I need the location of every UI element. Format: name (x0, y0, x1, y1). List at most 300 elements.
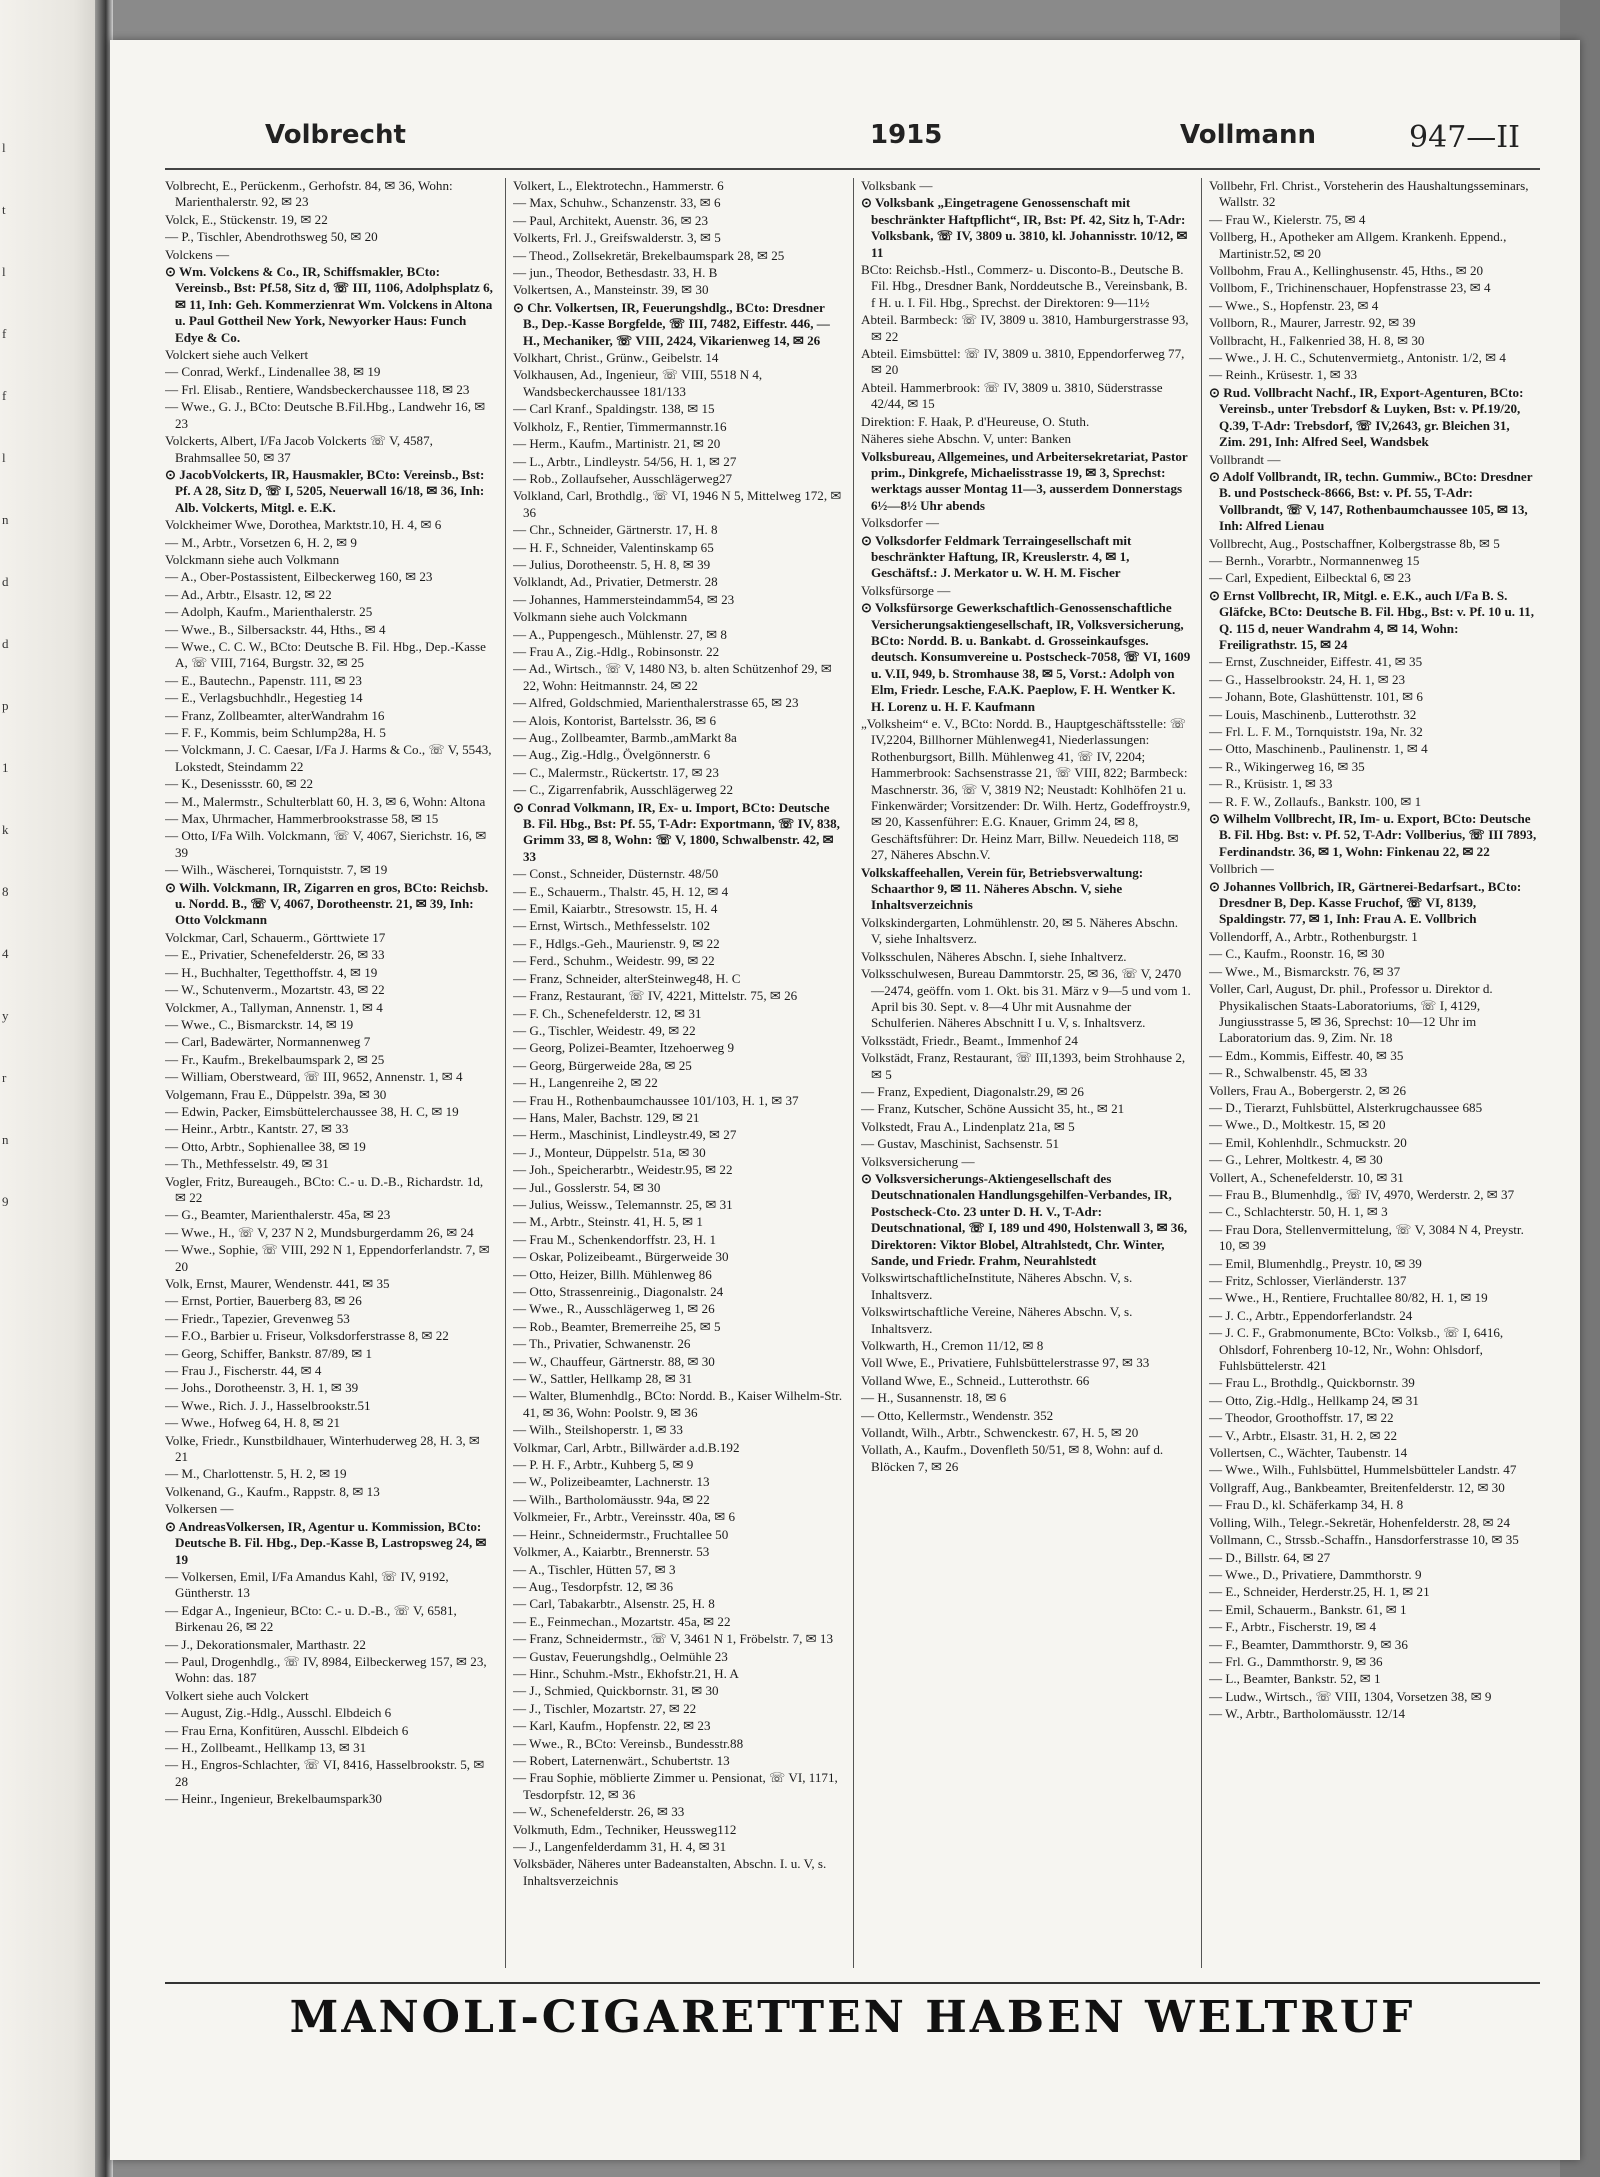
margin-fragment: d (2, 574, 9, 589)
directory-entry: Voller, Carl, August, Dr. phil., Professor u. Direktor d. Physikalischen Staats-Laboratoriums, ☏ I, 4129, Jungiusstrasse 5, ✉ 36, Sprechst: 10—12 Uhr im Laboratorium das. 9, Zim. Nr. 18 (1209, 981, 1493, 1046)
directory-entry: — Georg, Schiffer, Bankstr. 87/89, ✉ 1 (165, 1345, 373, 1361)
directory-entry: — Wilh., Bartholomäusstr. 94a, ✉ 22 (513, 1491, 710, 1507)
directory-entry: — G., Hasselbrookstr. 24, H. 1, ✉ 23 (1209, 671, 1406, 687)
directory-entry: — Wwe., G. J., BCto: Deutsche B.Fil.Hbg., Landwehr 16, ✉ 23 (165, 399, 486, 431)
directory-entry: — Aug., Zollbeamter, Barmb.,amMarkt 8a (513, 730, 737, 745)
directory-entry: — August, Zig.-Hdlg., Ausschl. Elbdeich 6 (165, 1705, 392, 1721)
directory-entry: — Otto, Strassenreinig., Diagonalstr. 24 (513, 1284, 724, 1299)
directory-entry: — Rob., Beamter, Bremerreihe 25, ✉ 5 (513, 1318, 721, 1334)
directory-entry: Vollbrich — (1209, 861, 1274, 877)
directory-entry: — C., Zigarrenfabrik, Ausschlägerweg 22 (513, 782, 733, 798)
header-year: 1915 (870, 120, 943, 150)
directory-entry: ⊙ AndreasVolkersen, IR, Agentur u. Kommission, BCto: Deutsche B. Fil. Hbg., Dep.-Kasse B, Lastropsweg 24, ✉ 19 (165, 1518, 487, 1567)
directory-entry: — K., Desenissstr. 60, ✉ 22 (165, 776, 314, 792)
directory-entry: — Joh., Speicherarbtr., Weidestr.95, ✉ 22 (513, 1162, 733, 1178)
column-2 (513, 178, 843, 1968)
directory-entry: — Otto, Zig.-Hdlg., Hellkamp 24, ✉ 31 (1209, 1392, 1419, 1408)
facing-page-fragments (2, 140, 22, 1640)
directory-entry: — Th., Methfesselstr. 49, ✉ 31 (165, 1156, 329, 1172)
directory-entry: „Volksheim“ e. V., BCto: Nordd. B., Hauptgeschäftsstelle: ☏ IV,2204, Billhorner Mühlenweg41, Niederlassungen: Rothenburgsort, Billh. Mühlenweg 41, ☏ IV, 2204; Hammerbrook: Sachsenstrasse 21, ☏ VIII, 822; Barmbeck: Maschnerstr. 36, ☏ V, 3819 N2; Neustadt: Kohlhöfen 21 u. Finkenwärder; Vorsitzender: Dr. Wilh. Hertz, Godeffroystr.9, ✉ 20, Kassenführer: E.G. Knauer, Grimm 24, ✉ 8, Geschäftsführer: Dr. Heinz Marr, Billw. Neuedeich 118, ✉ 27, Näheres Abschn.V. (861, 716, 1191, 863)
directory-entry: Volksbank — (861, 178, 933, 193)
header-last-name: Vollmann (1180, 120, 1317, 150)
directory-entry: — C., Schlachterstr. 50, H. 1, ✉ 3 (1209, 1204, 1388, 1220)
directory-entry: Volkmeier, Fr., Arbtr., Vereinsstr. 40a, ✉ 6 (513, 1509, 735, 1525)
directory-entry: Voll Wwe, E., Privatiere, Fuhlsbüttelerstrasse 97, ✉ 33 (861, 1355, 1150, 1371)
column-1 (165, 178, 495, 1968)
directory-entry: Volckmann siehe auch Volkmann (165, 551, 340, 567)
directory-entry: Volksdorfer — (861, 515, 939, 531)
directory-entry: — Walter, Blumenhdlg., BCto: Nordd. B., Kaiser Wilhelm-Str. 41, ✉ 36, Wohn: Poolstr. 9, ✉ 36 (513, 1388, 843, 1420)
directory-entry: — Edm., Kommis, Eiffestr. 40, ✉ 35 (1209, 1047, 1404, 1063)
directory-entry: — Franz, Restaurant, ☏ IV, 4221, Mittelstr. 75, ✉ 26 (513, 988, 798, 1004)
directory-entry: — Fr., Kaufm., Brekelbaumspark 2, ✉ 25 (165, 1051, 385, 1067)
directory-entry: — Heinr., Arbtr., Kantstr. 27, ✉ 33 (165, 1121, 349, 1137)
directory-entry: — R., Krüsistr. 1, ✉ 33 (1209, 776, 1333, 792)
margin-fragment: f (2, 326, 7, 341)
directory-entry: — H., Buchhalter, Tegetthoffstr. 4, ✉ 19 (165, 964, 378, 980)
directory-entry: — J., Langenfelderdamm 31, H. 4, ✉ 31 (513, 1839, 727, 1854)
directory-entry: — Wwe., C., Bismarckstr. 14, ✉ 19 (165, 1016, 354, 1032)
directory-entry: Volksschulen, Näheres Abschn. I, siehe Inhaltverz. (861, 948, 1127, 964)
directory-entry: — P., Tischler, Abendrothsweg 50, ✉ 20 (165, 229, 378, 245)
directory-entry: Volklandt, Ad., Privatier, Detmerstr. 28 (513, 574, 718, 590)
directory-entry: — Wwe., R., Ausschlägerweg 1, ✉ 26 (513, 1301, 715, 1317)
directory-entry: Volke, Friedr., Kunstbildhauer, Winterhuderweg 28, H. 3, ✉ 21 (165, 1432, 480, 1465)
directory-entry: Vollgraff, Aug., Bankbeamter, Breitenfelderstr. 12, ✉ 30 (1209, 1479, 1505, 1495)
directory-entry: Volk, Ernst, Maurer, Wendenstr. 441, ✉ 35 (165, 1276, 390, 1291)
directory-entry: — J., Dekorationsmaler, Marthastr. 22 (165, 1636, 366, 1652)
directory-entry: — Emil, Kohlenhdlr., Schmuckstr. 20 (1209, 1134, 1407, 1150)
directory-entry: Volkskaffeehallen, Verein für, Betriebsverwaltung: Schaarthor 9, ✉ 11. Näheres Abschn. V, siehe Inhaltsverzeichnis (861, 864, 1144, 913)
margin-fragment: 8 (2, 884, 9, 899)
directory-entry: Volkstedt, Frau A., Lindenplatz 21a, ✉ 5 (861, 1118, 1075, 1134)
directory-entry: — J., Schmied, Quickbornstr. 31, ✉ 30 (513, 1683, 719, 1699)
directory-entry: Vollertsen, C., Wächter, Taubenstr. 14 (1209, 1445, 1408, 1461)
directory-entry: — Georg, Polizei-Beamter, Itzehoerweg 9 (513, 1040, 735, 1056)
directory-entry: Volksbäder, Näheres unter Badeanstalten, Abschn. I. u. V, s. Inhaltsverzeichnis (513, 1856, 827, 1888)
directory-entry: ⊙ Adolf Vollbrandt, IR, techn. Gummiw., BCto: Dresdner B. und Postscheck-8666, Bst: v. Pf. 55, T-Adr: Vollbrandt, ☏ V, 147, Rothenbaumchaussee 105, ✉ 13, Inh: Alfred Lienau (1209, 468, 1533, 534)
directory-entry: Näheres siehe Abschn. V, unter: Banken (861, 431, 1072, 447)
directory-entry: — G., Lehrer, Moltkestr. 4, ✉ 30 (1209, 1152, 1383, 1168)
directory-entry: — Alfred, Goldschmied, Marienthalerstrasse 65, ✉ 23 (513, 695, 799, 711)
margin-fragment: d (2, 636, 9, 651)
directory-entry: — L., Beamter, Bankstr. 52, ✉ 1 (1209, 1671, 1381, 1687)
directory-entry: Vollbehr, Frl. Christ., Vorsteherin des Haushaltungsseminars, Wallstr. 32 (1209, 178, 1529, 210)
directory-entry: Vogler, Fritz, Bureaugeh., BCto: C.- u. D.-B., Richardstr. 1d, ✉ 22 (165, 1173, 484, 1205)
directory-entry: Volgemann, Frau E., Düppelstr. 39a, ✉ 30 (165, 1086, 387, 1102)
directory-entry: — Volckmann, J. C. Caesar, I/Fa J. Harms & Co., ☏ V, 5543, Lokstedt, Steindamm 22 (165, 742, 492, 774)
directory-entry: — D., Billstr. 64, ✉ 27 (1209, 1549, 1331, 1565)
directory-entry: — M., Charlottenstr. 5, H. 2, ✉ 19 (165, 1466, 347, 1482)
directory-entry: — Emil, Kaiarbtr., Stresowstr. 15, H. 4 (513, 901, 718, 917)
directory-entry: — J., Tischler, Mozartstr. 27, ✉ 22 (513, 1700, 697, 1716)
directory-entry: — W., Schenefelderstr. 26, ✉ 33 (513, 1804, 685, 1820)
directory-entry: — Emil, Blumenhdlg., Preystr. 10, ✉ 39 (1209, 1255, 1422, 1271)
directory-entry: — Frl. G., Dammthorstr. 9, ✉ 36 (1209, 1653, 1383, 1669)
directory-entry: — Wwe., H., ☏ V, 237 N 2, Mundsburgerdamm 26, ✉ 24 (165, 1224, 474, 1240)
directory-entry: — Paul, Drogenhdlg., ☏ IV, 8984, Eilbeckerweg 157, ✉ 23, Wohn: das. 187 (165, 1653, 487, 1686)
column-4 (1209, 178, 1539, 1968)
directory-entry: Volksfürsorge — (861, 582, 951, 598)
facing-page-margin (0, 0, 105, 2177)
directory-entry: — Frau B., Blumenhdlg., ☏ IV, 4970, Werderstr. 2, ✉ 37 (1209, 1186, 1515, 1202)
directory-entry: — Ad., Arbtr., Elsastr. 12, ✉ 22 (165, 586, 332, 602)
directory-entry: — H. F., Schneider, Valentinskamp 65 (513, 539, 714, 555)
directory-entry: ⊙ Rud. Vollbracht Nachf., IR, Export-Agenturen, BCto: Vereinsb., unter Trebsdorf & Luyken, Bst: v. Pf.19/20, Q.39, T-Adr: Trebsdorf, ☏ IV,2643, gr. Bleichen 31, Zim. 291, Inh: Alfred Seel, Wandsbek (1209, 384, 1524, 450)
directory-entry: — F. Ch., Schenefelderstr. 12, ✉ 31 (513, 1005, 702, 1021)
directory-entry: ⊙ Ernst Vollbrecht, IR, Mitgl. e. E.K., auch I/Fa B. S. Gläfcke, BCto: Deutsche B. Fil. Hbg., Bst: v. Pf. 10 u. 11, Q. 115 d, neuer Wandrahm 4, ✉ 14, Wohn: Freiligrathstr. 15, ✉ 24 (1209, 587, 1534, 652)
directory-entry: — Edwin, Packer, Eimsbüttelerchaussee 38, H. C, ✉ 19 (165, 1103, 459, 1119)
directory-entry: Volckheimer Wwe, Dorothea, Marktstr.10, H. 4, ✉ 6 (165, 517, 442, 533)
directory-entry: — Wwe., C. C. W., BCto: Deutsche B. Fil. Hbg., Dep.-Kasse A, ☏ VIII, 7164, Burgstr. 32, ✉ 25 (165, 638, 486, 671)
directory-entry: — Edgar A., Ingenieur, BCto: C.- u. D.-B., ☏ V, 6581, Birkenau 26, ✉ 22 (165, 1602, 457, 1635)
directory-entry: — Frau Dora, Stellenvermittelung, ☏ V, 3084 N 4, Preystr. 10, ✉ 39 (1209, 1221, 1524, 1254)
directory-entry: Volkwarth, H., Cremon 11/12, ✉ 8 (861, 1338, 1044, 1354)
directory-entry: — Frau L., Brothdlg., Quickbornstr. 39 (1209, 1375, 1415, 1391)
directory-entry: — W., Schutenverm., Mozartstr. 43, ✉ 22 (165, 982, 385, 998)
directory-entry: — Chr., Schneider, Gärtnerstr. 17, H. 8 (513, 522, 718, 538)
directory-entry: ⊙ JacobVolckerts, IR, Hausmakler, BCto: Vereinsb., Bst: Pf. A 28, Sitz D, ☏ I, 5205, Neuerwall 16/18, ✉ 36, Inh: Alb. Volckerts, Mitgl. e. E.K. (165, 466, 485, 515)
directory-entry: — Aug., Tesdorpfstr. 12, ✉ 36 (513, 1578, 674, 1594)
margin-fragment: 9 (2, 1194, 9, 1209)
directory-entry: — Franz, Expedient, Diagonalstr.29, ✉ 26 (861, 1083, 1084, 1099)
directory-entry: — Wwe., Hofweg 64, H. 8, ✉ 21 (165, 1415, 341, 1431)
directory-entry: — A., Ober-Postassistent, Eilbeckerweg 160, ✉ 23 (165, 569, 433, 585)
directory-entry: — E., Privatier, Schenefelderstr. 26, ✉ 33 (165, 947, 385, 963)
directory-entry: Vollbrandt — (1209, 451, 1281, 467)
directory-entry: Volckerts, Albert, I/Fa Jacob Volckerts ☏ V, 4587, Brahmsallee 50, ✉ 37 (165, 433, 433, 465)
column-3 (861, 178, 1191, 1968)
directory-entry: — Volkersen, Emil, I/Fa Amandus Kahl, ☏ IV, 9192, Güntherstr. 13 (165, 1568, 449, 1601)
directory-entry: — J. C. F., Grabmonumente, BCto: Volksb., ☏ I, 6416, Ohlsdorf, Fohrenberg 10-12, Nr., Wohn: Ohlsdorf, Fuhlsbüttelerstr. 421 (1209, 1325, 1504, 1374)
directory-entry: Volksversicherung — (861, 1153, 975, 1169)
header-first-name: Volbrecht (265, 120, 406, 150)
directory-entry: Vollmann, C., Strssb.-Schaffn., Hansdorferstrasse 10, ✉ 35 (1209, 1532, 1519, 1548)
directory-entry: — Carl, Tabakarbtr., Alsenstr. 25, H. 8 (513, 1596, 715, 1612)
directory-entry: — Fritz, Schlosser, Vierländerstr. 137 (1209, 1273, 1407, 1288)
directory-entry: Volkertsen, A., Mansteinstr. 39, ✉ 30 (513, 282, 709, 298)
directory-entry: — E., Bautechn., Papenstr. 111, ✉ 23 (165, 672, 362, 688)
directory-entry: Volkholz, F., Rentier, Timmermannstr.16 (513, 418, 727, 434)
directory-entry: Abteil. Eimsbüttel: ☏ IV, 3809 u. 3810, Eppendorferweg 77, ✉ 20 (861, 346, 1185, 378)
directory-entry: — Reinh., Krüsestr. 1, ✉ 33 (1209, 367, 1358, 383)
directory-entry: — Frau D., kl. Schäferkamp 34, H. 8 (1209, 1497, 1404, 1513)
directory-entry: Volkmuth, Edm., Techniker, Heussweg112 (513, 1821, 737, 1837)
margin-fragment: r (2, 1070, 7, 1085)
directory-entry: — Robert, Laternenwärt., Schubertstr. 13 (513, 1752, 730, 1768)
directory-entry: — Hinr., Schuhm.-Mstr., Ekhofstr.21, H. A (513, 1665, 739, 1681)
directory-entry: — F., Arbtr., Fischerstr. 19, ✉ 4 (1209, 1619, 1377, 1635)
directory-entry: — Ernst, Portier, Bauerberg 83, ✉ 26 (165, 1293, 362, 1309)
directory-entry: — Hans, Maler, Bachstr. 129, ✉ 21 (513, 1109, 700, 1125)
directory-entry: — Theod., Zollsekretär, Brekelbaumspark 28, ✉ 25 (513, 247, 785, 263)
directory-entry: — D., Tierarzt, Fuhlsbüttel, Alsterkrugchaussee 685 (1209, 1099, 1483, 1115)
directory-entry: — Otto, Maschinenb., Paulinenstr. 1, ✉ 4 (1209, 741, 1428, 757)
directory-entry: — H., Engros-Schlachter, ☏ VI, 8416, Hasselbrookstr. 5, ✉ 28 (165, 1757, 485, 1789)
directory-entry: Vollert, A., Schenefelderstr. 10, ✉ 31 (1209, 1169, 1404, 1185)
directory-entry: — C., Kaufm., Roonstr. 16, ✉ 30 (1209, 946, 1385, 962)
directory-entry: ⊙ Wm. Volckens & Co., IR, Schiffsmakler, BCto: Vereinsb., Bst: Pf.58, Sitz d, ☏ III, 1106, Adolphsplatz 6, ✉ 11, Inh: Geh. Kommerzienrat Wm. Volckens in Altona u. Paul Gottheil New York, Newyorker Haus: Funch Edye & Co. (165, 264, 493, 345)
column-divider (505, 178, 506, 1968)
directory-entry: — P. H. F., Arbtr., Kuhberg 5, ✉ 9 (513, 1457, 694, 1473)
directory-page (110, 40, 1580, 2160)
directory-entry: — Th., Privatier, Schwanenstr. 26 (513, 1336, 691, 1352)
header-rule (165, 168, 1540, 170)
directory-entry: — Wilh., Wäscherei, Tornquiststr. 7, ✉ 19 (165, 862, 388, 878)
directory-entry: — Otto, Heizer, Billh. Mühlenweg 86 (513, 1266, 712, 1282)
running-header (170, 120, 1540, 160)
directory-entry: — Gustav, Feuerungshdlg., Oelmühle 23 (513, 1648, 728, 1664)
directory-entry: — Wilh., Steilshoperstr. 1, ✉ 33 (513, 1422, 683, 1438)
directory-entry: Volckmar, Carl, Schauerm., Görttwiete 17 (165, 929, 386, 945)
directory-entry: — W., Polizeibeamter, Lachnerstr. 13 (513, 1474, 710, 1490)
directory-entry: — William, Oberstweard, ☏ III, 9652, Annenstr. 1, ✉ 4 (165, 1069, 463, 1085)
directory-entry: Volkerts, Frl. J., Greifswalderstr. 3, ✉ 5 (513, 230, 721, 246)
directory-entry: — E., Feinmechan., Mozartstr. 45a, ✉ 22 (513, 1613, 731, 1629)
directory-entry: — Julius, Weissw., Telemannstr. 25, ✉ 31 (513, 1196, 733, 1212)
directory-entry: Abteil. Hammerbrook: ☏ IV, 3809 u. 3810, Süderstrasse 42/44, ✉ 15 (861, 379, 1163, 412)
directory-entry: — Const., Schneider, Düsternstr. 48/50 (513, 866, 719, 882)
directory-entry: — Aug., Zig.-Hdlg., Övelgönnerstr. 6 (513, 747, 711, 763)
margin-fragment: p (2, 698, 9, 713)
directory-entry: — M., Arbtr., Vorsetzen 6, H. 2, ✉ 9 (165, 534, 357, 550)
directory-entry: — Carl, Badewärter, Normannenweg 7 (165, 1034, 371, 1050)
margin-fragment: n (2, 512, 9, 527)
directory-entry: — Ad., Wirtsch., ☏ V, 1480 N3, b. alten Schützenhof 29, ✉ 22, Wohn: Heitmannstr. 24, ✉ 22 (513, 661, 832, 693)
directory-entry: Volckert siehe auch Velkert (165, 347, 309, 363)
directory-entry: — Heinr., Schneidermstr., Fruchtallee 50 (513, 1526, 729, 1542)
directory-entry: — M., Malermstr., Schulterblatt 60, H. 3, ✉ 6, Wohn: Altona (165, 793, 486, 809)
directory-entry: Volkersen — (165, 1501, 234, 1517)
directory-entry: — F., Hdlgs.-Geh., Maurienstr. 9, ✉ 22 (513, 935, 720, 951)
directory-entry: — E., Verlagsbuchhdlr., Hegestieg 14 (165, 690, 363, 706)
directory-entry: — Frau M., Schenkendorffstr. 23, H. 1 (513, 1231, 717, 1247)
directory-entry: Volkskindergarten, Lohmühlenstr. 20, ✉ 5. Näheres Abschn. V, siehe Inhaltsverz. (861, 914, 1179, 947)
directory-entry: — Frl. Elisab., Rentiere, Wandsbeckerchaussee 118, ✉ 23 (165, 381, 470, 397)
directory-entry: — Karl, Kaufm., Hopfenstr. 22, ✉ 23 (513, 1718, 711, 1734)
directory-entry: — E., Schneider, Herderstr.25, H. 1, ✉ 21 (1209, 1584, 1430, 1600)
directory-entry: — Herm., Kaufm., Martinistr. 21, ✉ 20 (513, 436, 721, 452)
margin-fragment: f (2, 388, 7, 403)
margin-fragment: 1 (2, 760, 9, 775)
directory-entry: — Franz, Schneider, alterSteinweg48, H. C (513, 970, 741, 986)
directory-entry: — G., Beamter, Marienthalerstr. 45a, ✉ 23 (165, 1207, 391, 1223)
directory-entry: — Carl, Expedient, Eilbecktal 6, ✉ 23 (1209, 570, 1411, 586)
directory-entry: — F. F., Kommis, beim Schlump28a, H. 5 (165, 725, 386, 740)
directory-entry: — W., Arbtr., Bartholomäusstr. 12/14 (1209, 1706, 1406, 1722)
directory-entry: — Frau H., Rothenbaumchaussee 101/103, H. 1, ✉ 37 (513, 1092, 799, 1108)
directory-entry: — L., Arbtr., Lindleystr. 54/56, H. 1, ✉ 27 (513, 453, 737, 469)
directory-entry: — A., Tischler, Hütten 57, ✉ 3 (513, 1561, 676, 1577)
directory-entry: ⊙ Wilh. Volckmann, IR, Zigarren en gros, BCto: Reichsb. u. Nordd. B., ☏ V, 4067, Dorotheenstr. 21, ✉ 39, Inh: Otto Volckmann (165, 879, 489, 928)
directory-entry: Volkert, L., Elektrotechn., Hammerstr. 6 (513, 178, 724, 193)
directory-entry: Vollbracht, H., Falkenried 38, H. 8, ✉ 30 (1209, 332, 1425, 348)
directory-entry: Volbrecht, E., Perückenm., Gerhofstr. 84, ✉ 36, Wohn: Marienthalerstr. 92, ✉ 23 (165, 178, 453, 210)
directory-entry: — A., Puppengesch., Mühlenstr. 27, ✉ 8 (513, 626, 727, 642)
directory-entry: — Wwe., Wilh., Fuhlsbüttel, Hummelsbütteler Landstr. 47 (1209, 1462, 1517, 1478)
directory-entry: Abteil. Barmbeck: ☏ IV, 3809 u. 3810, Hamburgerstrasse 93, ✉ 22 (861, 312, 1189, 344)
directory-entry: — Louis, Maschinenb., Lutterothstr. 32 (1209, 706, 1417, 722)
directory-entry: — R. F. W., Zollaufs., Bankstr. 100, ✉ 1 (1209, 793, 1422, 809)
directory-entry: Volland Wwe, E., Schneid., Lutterothstr. 66 (861, 1372, 1090, 1388)
directory-entry: — Adolph, Kaufm., Marienthalerstr. 25 (165, 604, 373, 620)
directory-entry: — Julius, Dorotheenstr. 5, H. 8, ✉ 39 (513, 556, 711, 572)
directory-entry: — Heinr., Ingenieur, Brekelbaumspark30 (165, 1791, 382, 1807)
directory-entry: — jun., Theodor, Bethesdastr. 33, H. B (513, 265, 718, 281)
directory-entry: Volksbureau, Allgemeines, und Arbeitersekretariat, Pastor prim., Dinkgrefe, Michaelisstrasse 19, ✉ 3, Sprechst: werktags ausser Montag 11—3, ausserdem Donnerstags 6½—8½ Uhr abends (861, 448, 1188, 513)
margin-fragment: l (2, 140, 6, 155)
directory-entry: — C., Malermstr., Rückertstr. 17, ✉ 23 (513, 764, 719, 780)
directory-entry: — Ludw., Wirtsch., ☏ VIII, 1304, Vorsetzen 38, ✉ 9 (1209, 1688, 1492, 1704)
directory-entry: Volkert siehe auch Volckert (165, 1687, 309, 1703)
directory-entry: — Georg, Bürgerweide 28a, ✉ 25 (513, 1057, 692, 1073)
directory-entry: — Johannes, Hammersteindamm54, ✉ 23 (513, 591, 735, 607)
directory-entry: Volckmer, A., Tallyman, Annenstr. 1, ✉ 4 (165, 999, 383, 1015)
margin-fragment: y (2, 1008, 9, 1023)
directory-entry: ⊙ Volksbank „Eingetragene Genossenschaft mit beschränkter Haftpflicht“, IR, Bst: Pf. 42, Sitz h, T-Adr: Volksbank, ☏ IV, 3809 u. 3810, kl. Johannisstr. 10/12, ✉ 11 (861, 195, 1188, 260)
directory-entry: — Wwe., H., Rentiere, Fruchtallee 80/82, H. 1, ✉ 19 (1209, 1290, 1488, 1306)
directory-entry: — Ferd., Schuhm., Weidestr. 99, ✉ 22 (513, 953, 715, 969)
directory-entry: ⊙ Volksdorfer Feldmark Terraingesellschaft mit beschränkter Haftung, IR, Kreuslerstr. 4, ✉ 1, Geschäftsf.: J. Merkator u. W. H. M. Fischer (861, 532, 1132, 581)
directory-entry: Vollberg, H., Apotheker am Allgem. Krankenh. Eppend., Martinistr.52, ✉ 20 (1209, 229, 1507, 261)
directory-entry: — Wwe., S., Hopfenstr. 23, ✉ 4 (1209, 297, 1379, 313)
directory-entry: — Jul., Gosslerstr. 54, ✉ 30 (513, 1179, 661, 1195)
directory-entry: Vollbom, F., Trichinenschauer, Hopfenstrasse 23, ✉ 4 (1209, 280, 1491, 296)
directory-entry: — Otto, Arbtr., Sophienallee 38, ✉ 19 (165, 1138, 366, 1154)
directory-entry: Volksstädt, Friedr., Beamt., Immenhof 24 (861, 1032, 1078, 1048)
directory-entry: ⊙ Conrad Volkmann, IR, Ex- u. Import, BCto: Deutsche B. Fil. Hbg., Bst: Pf. 55, T-Adr: Exportmann, ☏ IV, 838, Grimm 33, ✉ 8, Wohn: ☏ V, 1800, Schwalbenstr. 42, ✉ 33 (513, 799, 840, 864)
directory-entry: — Frau J., Fischerstr. 44, ✉ 4 (165, 1363, 322, 1379)
directory-entry: Vollbrecht, Aug., Postschaffner, Kolbergstrasse 8b, ✉ 5 (1209, 535, 1500, 551)
directory-entry: — Rob., Zollaufseher, Ausschlägerweg27 (513, 470, 733, 486)
directory-entry: — Conrad, Werkf., Lindenallee 38, ✉ 19 (165, 364, 381, 380)
directory-entry: — Franz, Kutscher, Schöne Aussicht 35, ht., ✉ 21 (861, 1101, 1125, 1117)
directory-entry: — Frl. L. F. M., Tornquiststr. 19a, Nr. 32 (1209, 724, 1423, 739)
directory-entry: — Frau A., Zig.-Hdlg., Robinsonstr. 22 (513, 643, 720, 659)
directory-entry: Volkmann siehe auch Volckmann (513, 609, 688, 625)
margin-fragment: l (2, 450, 6, 465)
directory-entry: Volling, Wilh., Telegr.-Sekretär, Hohenfelderstr. 28, ✉ 24 (1209, 1514, 1511, 1530)
directory-entry: Volkenand, G., Kaufm., Rappstr. 8, ✉ 13 (165, 1483, 380, 1499)
directory-entry: — F., Beamter, Dammthorstr. 9, ✉ 36 (1209, 1636, 1408, 1652)
directory-columns (165, 178, 1545, 1978)
margin-fragment: l (2, 264, 6, 279)
directory-entry: — V., Arbtr., Elsastr. 31, H. 2, ✉ 22 (1209, 1427, 1397, 1443)
directory-entry: ⊙ Volksversicherungs-Aktiengesellschaft des Deutschnationalen Handlungsgehilfen-Verbandes, IR, Postscheck-Cto. 23 unter D. H. V., T-Adr: Deutschnational, ☏ I, 189 und 490, Holstenwall 3, ✉ 36, Direktoren: Viktor Blobel, Altrahlstedt, Chr. Winter, Sande, und Friedr. Frahm, Neurahlstedt (861, 1170, 1188, 1268)
directory-entry: Volkstädt, Franz, Restaurant, ☏ III,1393, beim Strohhause 2, ✉ 5 (861, 1050, 1186, 1082)
directory-entry: — Franz, Schneidermstr., ☏ V, 3461 N 1, Fröbelstr. 7, ✉ 13 (513, 1631, 834, 1647)
directory-entry: — Bernh., Vorarbtr., Normannenweg 15 (1209, 552, 1420, 568)
directory-entry: — Alois, Kontorist, Bartelsstr. 36, ✉ 6 (513, 712, 717, 728)
directory-entry: Vollath, A., Kaufm., Dovenfleth 50/51, ✉ 8, Wohn: auf d. Blöcken 7, ✉ 26 (861, 1442, 1164, 1474)
directory-entry: ⊙ Wilhelm Vollbrecht, IR, Im- u. Export, BCto: Deutsche B. Fil. Hbg. Bst: v. Pf. 52, T-Adr: Vollberius, ☏ III 7893, Ferdinandstr. 36, ✉ 1, Wohn: Finkenau 22, ✉ 22 (1209, 811, 1537, 859)
directory-entry: — Johann, Bote, Glashüttenstr. 101, ✉ 6 (1209, 689, 1423, 705)
directory-entry: — Wwe., D., Moltkestr. 15, ✉ 20 (1209, 1117, 1386, 1133)
directory-entry: — H., Susannenstr. 18, ✉ 6 (861, 1390, 1007, 1406)
directory-entry: — Ernst, Wirtsch., Methfesselstr. 102 (513, 918, 711, 934)
directory-entry: — Wwe., Sophie, ☏ VIII, 292 N 1, Eppendorferlandstr. 7, ✉ 20 (165, 1242, 490, 1274)
directory-entry: — Herm., Maschinist, Lindleystr.49, ✉ 27 (513, 1127, 737, 1143)
directory-entry: Direktion: F. Haak, P. d'Heureuse, O. Stuth. (861, 413, 1090, 429)
directory-entry: — Paul, Architekt, Auenstr. 36, ✉ 23 (513, 212, 708, 228)
directory-entry: VolkswirtschaftlicheInstitute, Näheres Abschn. V, s. Inhaltsverz. (861, 1270, 1133, 1302)
directory-entry: — Theodor, Groothoffstr. 17, ✉ 22 (1209, 1410, 1394, 1426)
column-divider (853, 178, 854, 1968)
directory-entry: — Franz, Zollbeamter, alterWandrahm 16 (165, 707, 385, 723)
directory-entry: — Wwe., M., Bismarckstr. 76, ✉ 37 (1209, 963, 1401, 979)
directory-entry: Vollbohm, Frau A., Kellinghusenstr. 45, Hths., ✉ 20 (1209, 263, 1484, 279)
directory-entry: Volkhart, Christ., Grünw., Geibelstr. 14 (513, 350, 719, 366)
directory-entry: — R., Wikingerweg 16, ✉ 35 (1209, 758, 1365, 774)
directory-entry: Volkmar, Carl, Arbtr., Billwärder a.d.B.192 (513, 1439, 740, 1455)
directory-entry: Vollers, Frau A., Bobergerstr. 2, ✉ 26 (1209, 1082, 1407, 1098)
directory-entry: — Carl Kranf., Spaldingstr. 138, ✉ 15 (513, 401, 715, 417)
directory-entry: ⊙ Chr. Volkertsen, IR, Feuerungshdlg., BCto: Dresdner B., Dep.-Kasse Borgfelde, ☏ III, 7482, Eiffestr. 446, — H., Mechaniker, ☏ VIII, 2424, Vikarienweg 14, ✉ 26 (513, 299, 830, 348)
directory-entry: Volckens — (165, 246, 230, 262)
page-number: 947—II (1409, 120, 1520, 155)
directory-entry: — Wwe., J. H. C., Schutenvermietg., Antonistr. 1/2, ✉ 4 (1209, 350, 1506, 366)
directory-entry: — Max, Schuhw., Schanzenstr. 33, ✉ 6 (513, 195, 721, 211)
directory-entry: Volkswirtschaftliche Vereine, Näheres Abschn. V, s. Inhaltsverz. (861, 1304, 1133, 1336)
directory-entry: Vollendorff, A., Arbtr., Rothenburgstr. 1 (1209, 928, 1418, 944)
margin-fragment: t (2, 202, 6, 217)
directory-entry: — J., Monteur, Düppelstr. 51a, ✉ 30 (513, 1144, 706, 1160)
directory-entry: — Gustav, Maschinist, Sachsenstr. 51 (861, 1136, 1060, 1152)
directory-entry: — W., Chauffeur, Gärtnerstr. 88, ✉ 30 (513, 1353, 715, 1369)
directory-entry: — Frau W., Kielerstr. 75, ✉ 4 (1209, 211, 1366, 227)
directory-entry: — Otto, Kellermstr., Wendenstr. 352 (861, 1407, 1054, 1423)
advertisement-footer: MANOLI-CIGARETTEN HABEN WELTRUF (165, 1982, 1540, 2052)
directory-entry: — Johs., Dorotheenstr. 3, H. 1, ✉ 39 (165, 1380, 359, 1396)
margin-fragment: k (2, 822, 9, 837)
directory-entry: — Frau Erna, Konfitüren, Ausschl. Elbdeich 6 (165, 1722, 409, 1738)
directory-entry: — H., Langenreihe 2, ✉ 22 (513, 1075, 658, 1091)
directory-entry: Volksschulwesen, Bureau Dammtorstr. 25, ✉ 36, ☏ V, 2470—2474, geöffn. vom 1. Okt. bis 31. März v 9—5 und vom 1. April bis 30. Sept. v. 8—4 Uhr mit Ausnahme der Schulferien. Näheres Abschnitt I u. V, s. Inhaltsverz. (861, 966, 1191, 1031)
directory-entry: — M., Arbtr., Steinstr. 41, H. 5, ✉ 1 (513, 1214, 703, 1230)
directory-entry: ⊙ Volksfürsorge Gewerkschaftlich-Genossenschaftliche Versicherungsaktiengesellschaft, IR, Volksversicherung, BCto: Nordd. B. u. Bankabt. d. Grosseinkaufsges. deutsch. Konsumvereine u. Postscheck-7058, ☏ VI, 1609 u. V.II, 949, b. Stromhause 38, ✉ 5, Vorst.: Adolph von Elm, Friedr. Lesche, F.A.K. Paeplow, F. H. Wentker K. H. Lorenz u. H. F. Kaufmann (861, 600, 1191, 714)
directory-entry: — G., Tischler, Weidestr. 49, ✉ 22 (513, 1022, 696, 1038)
directory-entry: — F.O., Barbier u. Friseur, Volksdorferstrasse 8, ✉ 22 (165, 1328, 449, 1344)
directory-entry: — W., Sattler, Hellkamp 28, ✉ 31 (513, 1371, 693, 1387)
directory-entry: Volkhausen, Ad., Ingenieur, ☏ VIII, 5518 N 4, Wandsbeckerchaussee 181/133 (513, 367, 763, 399)
directory-entry: — Max, Uhrmacher, Hammerbrookstrasse 58, ✉ 15 (165, 811, 439, 827)
directory-entry: — Oskar, Polizeibeamt., Bürgerweide 30 (513, 1249, 729, 1265)
directory-entry: BCto: Reichsb.-Hstl., Commerz- u. Disconto-B., Deutsche B. Fil. Hbg., Dresdner Bank, Norddeutsche B., Vereinsbank, B. f H. u. I. Fil. Hbg., Sprechst. der Direktoren: 9—11½ (861, 262, 1188, 310)
directory-entry: — E., Schauerm., Thalstr. 45, H. 12, ✉ 4 (513, 883, 729, 899)
margin-fragment: n (2, 1132, 9, 1147)
directory-entry: — H., Zollbeamt., Hellkamp 13, ✉ 31 (165, 1739, 367, 1755)
directory-entry: — R., Schwalbenstr. 45, ✉ 33 (1209, 1065, 1368, 1081)
directory-entry: — Wwe., D., Privatiere, Dammthorstr. 9 (1209, 1566, 1422, 1582)
directory-entry: — Otto, I/Fa Wilh. Volckmann, ☏ V, 4067, Sierichstr. 16, ✉ 39 (165, 828, 487, 860)
directory-entry: — Wwe., B., Silbersackstr. 44, Hths., ✉ 4 (165, 621, 386, 637)
directory-entry: Volkland, Carl, Brothdlg., ☏ VI, 1946 N 5, Mittelweg 172, ✉ 36 (513, 488, 842, 520)
directory-entry: — Wwe., Rich. J. J., Hasselbrookstr.51 (165, 1397, 371, 1413)
column-divider (1201, 178, 1202, 1968)
directory-entry: — Wwe., R., BCto: Vereinsb., Bundesstr.88 (513, 1735, 744, 1751)
directory-entry: — Ernst, Zuschneider, Eiffestr. 41, ✉ 35 (1209, 654, 1423, 670)
margin-fragment: 4 (2, 946, 9, 961)
directory-entry: — Frau Sophie, möblierte Zimmer u. Pensionat, ☏ VI, 1171, Tesdorpfstr. 12, ✉ 36 (513, 1770, 838, 1802)
directory-entry: — Emil, Schauerm., Bankstr. 61, ✉ 1 (1209, 1601, 1407, 1617)
directory-entry: Vollborn, R., Maurer, Jarrestr. 92, ✉ 39 (1209, 315, 1416, 331)
directory-entry: Volkmer, A., Kaiarbtr., Brennerstr. 53 (513, 1544, 710, 1560)
directory-entry: ⊙ Johannes Vollbrich, IR, Gärtnerei-Bedarfsart., BCto: Dresdner B, Dep. Kasse Fruchof, ☏ VI, 8139, Spaldingstr. 77, ✉ 1, Inh: Frau A. E. Vollbrich (1209, 878, 1522, 927)
directory-entry: — J. C., Arbtr., Eppendorferlandstr. 24 (1209, 1307, 1413, 1323)
directory-entry: Vollandt, Wilh., Arbtr., Schwenckestr. 67, H. 5, ✉ 20 (861, 1425, 1139, 1441)
directory-entry: Volck, E., Stückenstr. 19, ✉ 22 (165, 211, 328, 227)
directory-entry: — Friedr., Tapezier, Grevenweg 53 (165, 1310, 350, 1326)
